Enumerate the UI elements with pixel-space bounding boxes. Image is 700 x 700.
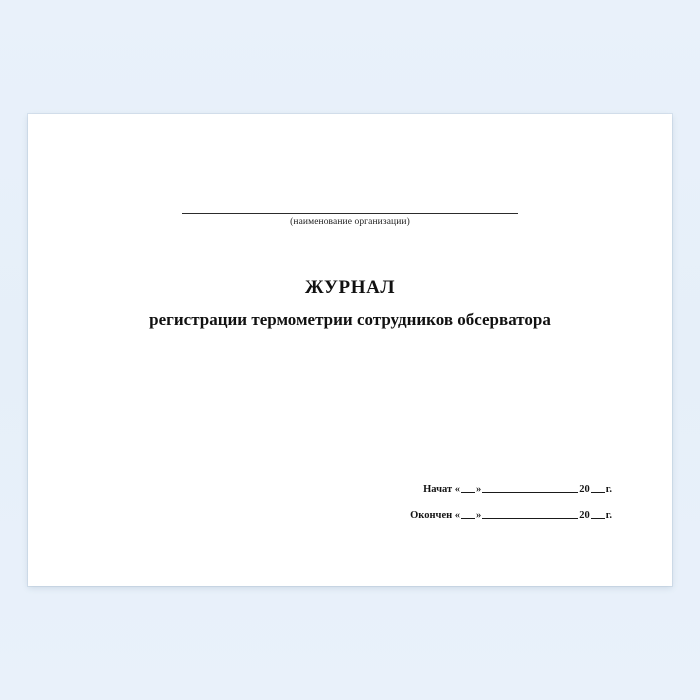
finished-quote-close: » xyxy=(476,509,482,521)
document-title-block xyxy=(28,277,672,330)
started-date-row xyxy=(410,483,612,496)
page-content xyxy=(28,114,672,586)
organization-field xyxy=(28,212,672,227)
finished-year-blank xyxy=(591,509,605,519)
page-title: ЖУРНАЛ xyxy=(304,277,396,298)
finished-year: 20 xyxy=(579,509,590,521)
started-label: Начат « xyxy=(423,484,461,495)
finished-label: Окончен « xyxy=(410,509,461,521)
finished-day-blank xyxy=(461,509,475,519)
page-subtitle: регистрации термометрии сотрудников обсерватора xyxy=(149,309,551,329)
document-page xyxy=(28,114,672,586)
started-day-blank xyxy=(461,483,475,493)
journal-dates-block xyxy=(410,483,612,534)
organization-caption: (наименование организации) xyxy=(290,217,410,227)
organization-write-line xyxy=(182,212,518,214)
started-year: 20 xyxy=(579,484,590,495)
finished-date-row xyxy=(410,509,612,522)
finished-year-suffix: г. xyxy=(605,509,612,521)
started-quote-close: » xyxy=(476,484,482,495)
finished-month-blank xyxy=(482,509,578,519)
started-year-blank xyxy=(591,483,605,493)
started-month-blank xyxy=(482,483,578,493)
started-year-suffix: г. xyxy=(605,484,612,495)
